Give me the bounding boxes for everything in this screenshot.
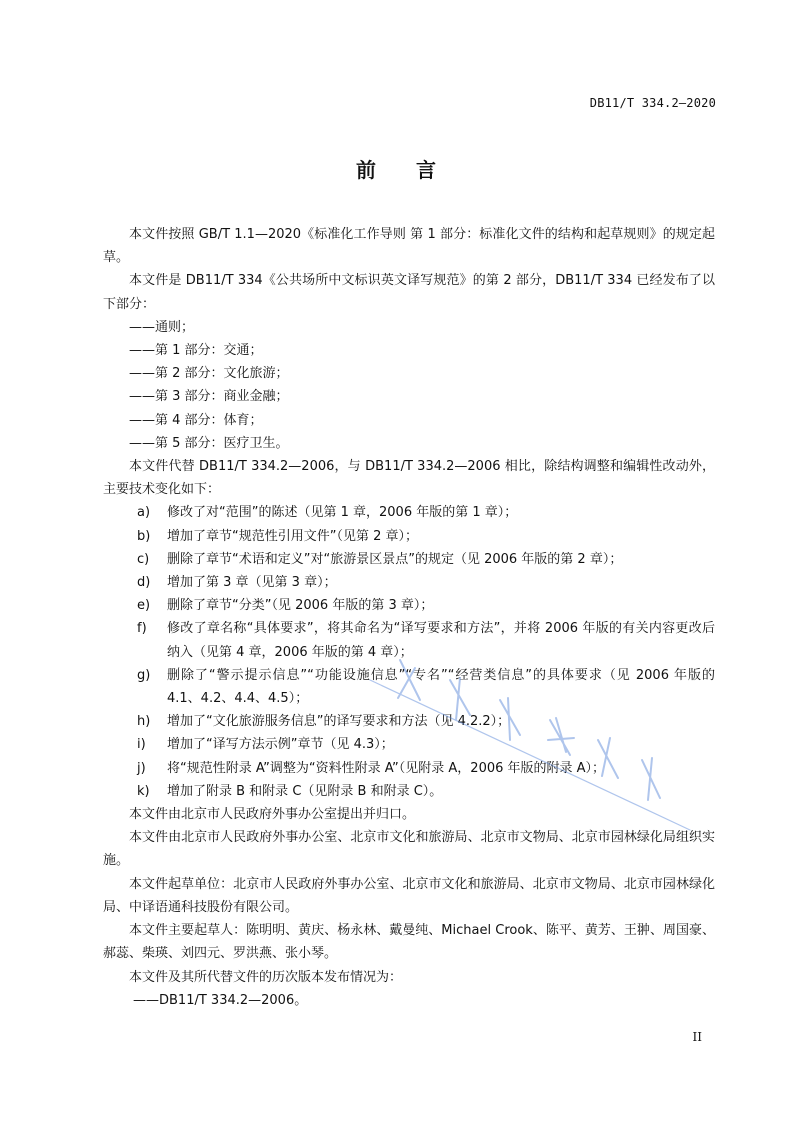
change-text: 删除了章节“分类”（见 2006 年版的第 3 章）； (167, 598, 434, 614)
change-marker: i) (137, 737, 146, 753)
part-list-item: ——第 1 部分：交通； (129, 343, 263, 359)
change-marker: h) (137, 714, 151, 730)
paragraph-drafters: 本文件主要起草人：陈明明、黄庆、杨永林、戴曼纯、Michael Crook、陈平、黄芳、王翀、周国豪、郝蕊、柴瑛、刘四元、罗洪燕、张小琴。 (103, 923, 715, 962)
change-list-item (103, 501, 715, 524)
change-text: 增加了“文化旅游服务信息”的译写要求和方法（见 4.2.2）； (167, 714, 511, 730)
page-number: II (692, 1030, 702, 1044)
change-marker: a) (137, 505, 151, 521)
change-text: 将“规范性附录 A”调整为“资料性附录 A”（见附录 A，2006 年版的附录 A）； (167, 760, 606, 776)
change-marker: d) (137, 575, 151, 591)
change-text: 删除了章节“术语和定义”对“旅游景区景点”的规定（见 2006 年版的第 2 章）； (167, 551, 623, 567)
paragraph-drafting-units: 本文件起草单位：北京市人民政府外事办公室、北京市文化和旅游局、北京市文物局、北京市园林绿化局、中译语通科技股份有限公司。 (103, 876, 715, 915)
paragraph-version-history: 本文件及其所代替文件的历次版本发布情况为： (129, 969, 403, 985)
change-text: 增加了“译写方法示例”章节（见 4.3）； (167, 737, 394, 753)
part-list-item: ——第 5 部分：医疗卫生。 (129, 435, 289, 451)
change-list-item (103, 757, 715, 780)
change-marker: e) (137, 598, 151, 614)
change-list-item (103, 664, 715, 710)
change-text: 增加了附录 B 和附录 C（见附录 B 和附录 C）。 (167, 783, 443, 799)
change-text: 增加了章节“规范性引用文件”（见第 2 章）； (167, 528, 419, 544)
document-code: DB11/T 334.2—2020 (589, 96, 716, 110)
change-list-item (103, 617, 715, 663)
change-list-item (103, 710, 715, 733)
change-marker: k) (137, 783, 150, 799)
paragraph-proposer: 本文件由北京市人民政府外事办公室提出并归口。 (129, 807, 416, 823)
change-list-item (103, 548, 715, 571)
change-marker: c) (137, 551, 150, 567)
document-body (103, 223, 715, 1012)
change-list-item (103, 525, 715, 548)
paragraph-replacement-note: 本文件代替 DB11/T 334.2—2006，与 DB11/T 334.2—2006 相比，除结构调整和编辑性改动外，主要技术变化如下： (103, 459, 715, 498)
change-marker: f) (137, 621, 147, 637)
part-list-item: ——通则； (129, 319, 195, 335)
change-text: 增加了第 3 章（见第 3 章）； (167, 575, 337, 591)
part-list-item: ——第 4 部分：体育； (129, 412, 263, 428)
change-marker: j) (137, 760, 146, 776)
page-title: 前言 (356, 158, 476, 182)
change-list-item (103, 594, 715, 617)
change-text: 修改了章名称“具体要求”，将其命名为“译写要求和方法”，并将 2006 年版的有关内容更改后纳入（见第 4 章，2006 年版的第 4 章）； (167, 621, 715, 660)
change-marker: b) (137, 528, 151, 544)
history-list-item: ——DB11/T 334.2—2006。 (133, 992, 308, 1008)
paragraph-series-intro: 本文件是 DB11/T 334《公共场所中文标识英文译写规范》的第 2 部分，DB11/T 334 已经发布了以下部分： (103, 273, 715, 312)
paragraph-implementer: 本文件由北京市人民政府外事办公室、北京市文化和旅游局、北京市文物局、北京市园林绿化局组织实施。 (103, 830, 715, 869)
change-list-item (103, 571, 715, 594)
change-text: 修改了对“范围”的陈述（见第 1 章，2006 年版的第 1 章）； (167, 505, 518, 521)
paragraph-drafting-basis: 本文件按照 GB/T 1.1—2020《标准化工作导则 第 1 部分：标准化文件的结构和起草规则》的规定起草。 (103, 227, 715, 266)
part-list-item: ——第 2 部分：文化旅游； (129, 366, 289, 382)
change-list-item (103, 780, 715, 803)
part-list-item: ——第 3 部分：商业金融； (129, 389, 289, 405)
change-marker: g) (137, 667, 151, 683)
change-text: 删除了“警示提示信息”“功能设施信息”“专名”“经营类信息”的具体要求（见 2006 年版的 4.1、4.2、4.4、4.5）； (167, 667, 715, 707)
change-list-item (103, 733, 715, 756)
